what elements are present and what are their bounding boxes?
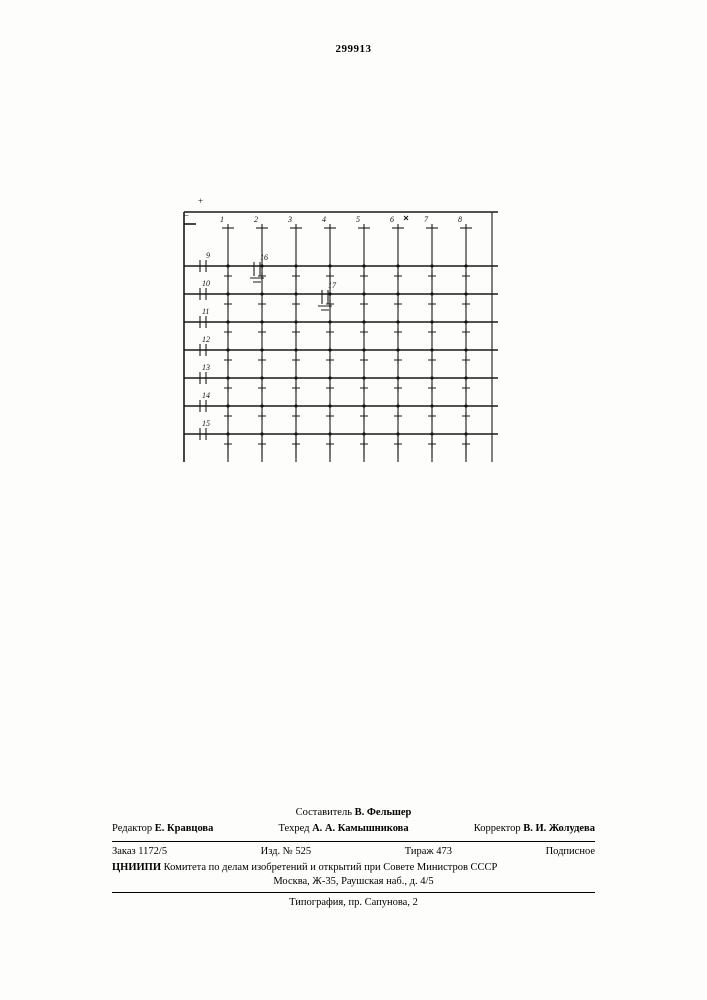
row-label-11: 11 xyxy=(202,307,210,316)
editor-prefix: Редактор xyxy=(112,823,155,835)
techred-name: А. А. Камышникова xyxy=(312,823,409,835)
divider-bottom xyxy=(112,892,595,893)
svg-text:16: 16 xyxy=(260,253,268,262)
organization-address: Москва, Ж-35, Раушская наб., д. 4/5 xyxy=(273,875,434,887)
compiler-prefix: Составитель xyxy=(295,807,355,818)
editor-name: Е. Кравцова xyxy=(154,823,214,835)
compiler-name: В. Фельшер xyxy=(354,807,412,818)
order-line xyxy=(112,845,595,859)
row-label-14: 14 xyxy=(202,391,210,400)
editor-credit xyxy=(112,822,213,836)
page-title: 299913 xyxy=(335,43,372,55)
divider-top xyxy=(112,841,595,842)
organization-name: Комитета по делам изобретений и открытий при Совете Министров СССР xyxy=(161,861,498,873)
circulation: Тираж 473 xyxy=(404,846,453,858)
row-label-12: 12 xyxy=(202,335,210,344)
row-label-10: 10 xyxy=(202,279,210,288)
corrector-name: В. И. Жолудева xyxy=(523,823,595,835)
column-label-8: 8 xyxy=(458,215,462,224)
subscription: Подписное xyxy=(545,846,595,858)
imprint-block xyxy=(112,806,595,910)
column-label-2: 2 xyxy=(254,215,258,224)
row-label-15: 15 xyxy=(202,419,210,428)
edition-number: Изд. № 525 xyxy=(260,846,312,858)
techred-credit xyxy=(279,822,409,836)
svg-text:17: 17 xyxy=(328,281,336,290)
typography-line: Типография, пр. Сапунова, 2 xyxy=(289,896,418,908)
corrector-credit xyxy=(474,822,595,836)
organization-abbrev: ЦНИИПИ xyxy=(112,861,162,873)
compiler-line xyxy=(112,806,595,820)
column-label-5: 5 xyxy=(356,215,360,224)
column-label-1: 1 xyxy=(220,215,224,224)
row-label-9: 9 xyxy=(206,251,210,260)
polarity-plus-label: + xyxy=(198,196,204,206)
column-label-3: 3 xyxy=(288,215,292,224)
row-label-13: 13 xyxy=(202,363,210,372)
credits-line xyxy=(112,822,595,836)
column-label-7: 7 xyxy=(424,215,428,224)
column-label-6: 6 xyxy=(390,215,394,224)
element-16 xyxy=(250,253,268,282)
circuit-diagram-figure xyxy=(176,190,506,480)
order-number: Заказ 1172/5 xyxy=(112,846,168,858)
polarity-minus-label: – xyxy=(184,210,189,220)
organization-line xyxy=(112,861,595,889)
corrector-prefix: Корректор xyxy=(473,823,524,835)
techred-prefix: Техред xyxy=(278,823,313,835)
circuit-diagram-svg xyxy=(176,190,506,480)
column-label-4: 4 xyxy=(322,215,326,224)
element-17 xyxy=(318,281,337,310)
